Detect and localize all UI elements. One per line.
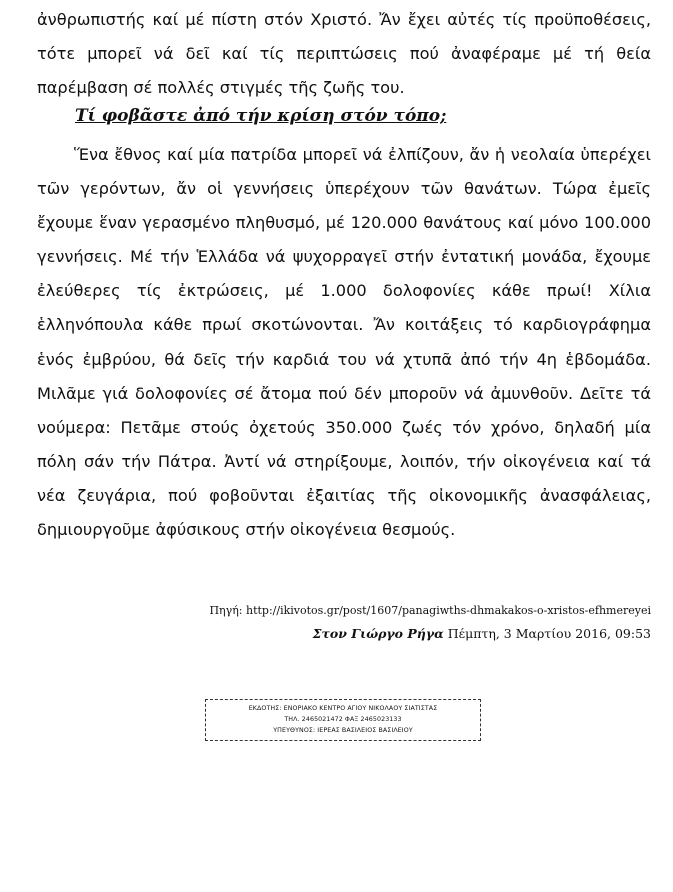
section-heading: Τί φοβᾶστε ἀπό τήν κρίση στόν τόπο; [75, 106, 447, 126]
publisher-box [205, 699, 481, 741]
byline [313, 626, 651, 641]
paragraph-body: Ἕνα ἔθνος καί μία πατρίδα μπορεῖ νά ἐλπίζουν, ἄν ἡ νεολαία ὑπερέχει τῶν γερόντων, ἄν οἱ γεννήσεις ὑπερέχουν τῶν θανάτων. Τώρα ἐμεῖς ἔχουμε ἕναν γερασμένο πληθυσμό, μέ 120.000 θανάτους καί μόνο 100.000 γεννήσεις. Μέ τήν Ἑλλάδα νά ψυχορραγεῖ στήν ἐντατική μονάδα, ἔχουμε ἐλεύθερες τίς ἐκτρώσεις, μέ 1.000 δολοφονίες κάθε πρωί! Χίλια ἑλληνόπουλα κάθε πρωί σκοτώνονται. Ἄν κοιτάξεις τό καρδιογράφημα ἑνός ἐμβρύου, θά δεῖς τήν καρδιά του νά χτυπᾶ ἀπό τήν 4η ἑβδομάδα. Μιλᾶμε γιά δολοφονίες σέ ἄτομα πού δέν μποροῦν νά ἀμυνθοῦν. Δεῖτε τά νούμερα: Πετᾶμε στούς ὀχετούς 350.000 ζωές τόν χρόνο, δηλαδή μία πόλη σάν τήν Πάτρα. Ἀντί νά στηρίξουμε, λοιπόν, τήν οἰκογένεια καί τά νέα ζευγάρια, πού φοβοῦνται ἐξαιτίας τῆς οἰκονομικῆς ἀνασφάλειας, δημιουργοῦμε ἀφύσικους στήν οἰκογένεια θεσμούς. [37, 145, 651, 540]
publisher-responsible: ΥΠΕΥΘΥΝΟΣ: ΙΕΡΕΑΣ ΒΑΣΙΛΕΙΟΣ ΒΑΣΙΛΕΙΟΥ [273, 727, 413, 734]
publisher-phone: ΤΗΛ. 2465021472 ΦΑΞ 2465023133 [284, 716, 402, 723]
publish-date: Πέμπτη, 3 Μαρτίου 2016, 09:53 [443, 626, 651, 641]
source-line: Πηγή: http://ikivotos.gr/post/1607/panagiwths-dhmakakos-o-xristos-efhmereyei [209, 604, 651, 617]
author-name: Στον Γιώργο Ρήγα [312, 626, 444, 641]
paragraph-continued: ἀνθρωπιστής καί μέ πίστη στόν Χριστό. Ἄν ἔχει αὐτές τίς προϋποθέσεις, τότε μπορεῖ νά δεῖ καί τίς περιπτώσεις πού ἀναφέραμε μέ τή θεία παρέμβαση σέ πολλές στιγμές τῆς ζωῆς του. [37, 10, 651, 98]
publisher-line: ΕΚΔΟΤΗΣ: ΕΝΟΡΙΑΚΟ ΚΕΝΤΡΟ ΑΓΙΟΥ ΝΙΚΟΛΑΟΥ ΣΙΑΤΙΣΤΑΣ [248, 705, 438, 712]
